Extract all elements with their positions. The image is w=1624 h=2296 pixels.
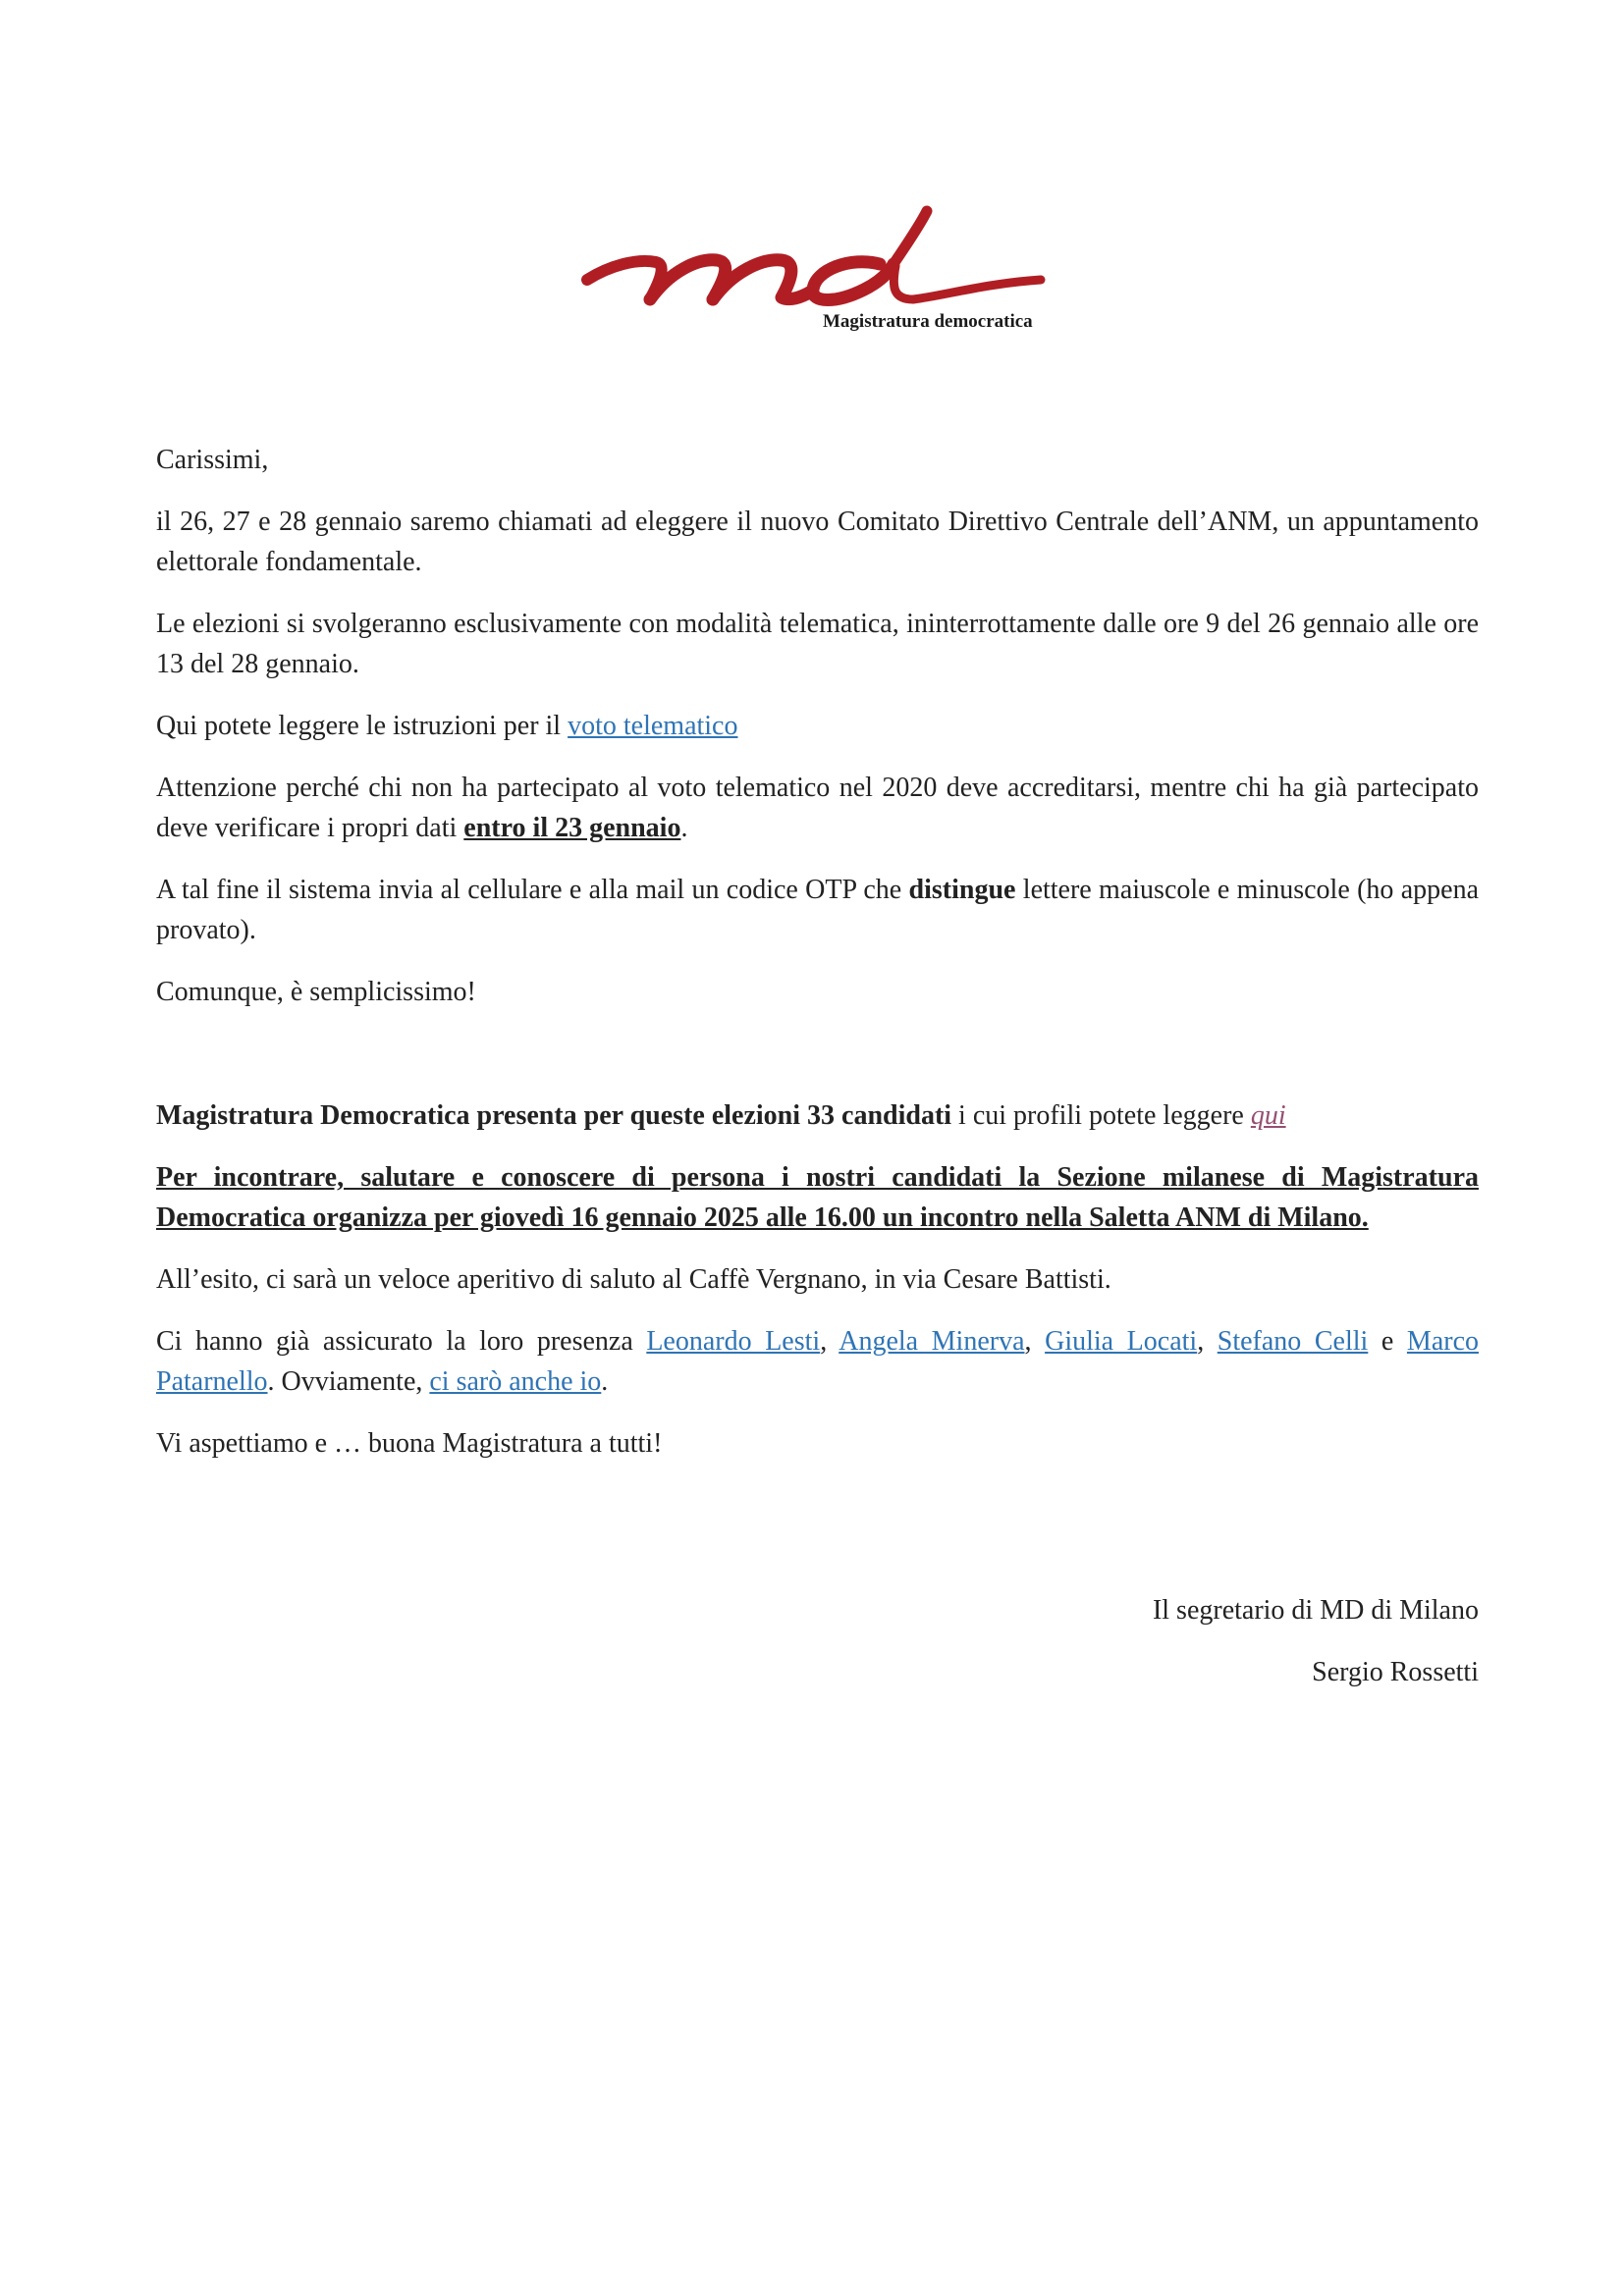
attendees-after: . Ovviamente, xyxy=(267,1366,430,1397)
signature-block xyxy=(1153,1590,1479,1714)
accreditation-end: . xyxy=(680,813,688,843)
paragraph-simple: Comunque, è semplicissimo! xyxy=(156,977,476,1007)
paragraph-instructions xyxy=(156,706,1479,746)
attendees-intro: Ci hanno già assicurato la loro presenza xyxy=(156,1326,647,1357)
attendee-link-lesti[interactable]: Leonardo Lesti xyxy=(646,1326,821,1357)
letter-body xyxy=(156,440,1479,1485)
separator: , xyxy=(1197,1326,1218,1357)
candidates-profiles-link[interactable]: qui xyxy=(1250,1100,1286,1131)
md-logo xyxy=(579,201,1070,348)
otp-emphasis: distingue xyxy=(908,875,1016,905)
paragraph-election-dates: il 26, 27 e 28 gennaio saremo chiamati ad eleggere il nuovo Comitato Direttivo Centrale dell’ANM, un appuntamento elettorale fondamentale. xyxy=(156,507,1479,577)
candidates-text: i cui profili potete leggere xyxy=(951,1100,1251,1131)
attendee-link-patarnello[interactable]: Marco Patarnello xyxy=(156,1326,1479,1397)
conjunction: e xyxy=(1368,1326,1407,1357)
candidates-emphasis: Magistratura Democratica presenta per queste elezioni 33 candidati xyxy=(156,1100,952,1131)
attendees-end: . xyxy=(601,1366,609,1397)
otp-text: A tal fine il sistema invia al cellulare e alla mail un codice OTP che xyxy=(156,875,909,905)
logo-caption: Magistratura democratica xyxy=(823,311,1033,332)
attendee-link-minerva[interactable]: Angela Minerva xyxy=(839,1326,1025,1357)
signature-role: Il segretario di MD di Milano xyxy=(1152,1595,1479,1626)
signature-name: Sergio Rossetti xyxy=(1312,1657,1479,1687)
paragraph-gap xyxy=(156,1034,1479,1095)
paragraph-meeting: Per incontrare, salutare e conoscere di persona i nostri candidati la Sezione milanese di Magistratura Democratica organizza per giovedì 16 gennaio 2025 alle 16.00 un incontro nella Saletta ANM di Milano. xyxy=(156,1162,1479,1233)
greeting: Carissimi, xyxy=(156,445,269,475)
separator: , xyxy=(820,1326,839,1357)
accreditation-text: Attenzione perché chi non ha partecipato al voto telematico nel 2020 deve accreditarsi, mentre chi ha già partecipato deve verificare i propri dati xyxy=(156,773,1479,843)
separator: , xyxy=(1024,1326,1046,1357)
deadline-emphasis: entro il 23 gennaio xyxy=(463,813,681,843)
paragraph-closing: Vi aspettiamo e … buona Magistratura a tutti! xyxy=(156,1428,663,1459)
paragraph-otp xyxy=(156,870,1479,950)
instructions-text: Qui potete leggere le istruzioni per il xyxy=(156,711,568,741)
attendee-link-celli[interactable]: Stefano Celli xyxy=(1217,1326,1369,1357)
paragraph-candidates xyxy=(156,1095,1479,1136)
paragraph-aperitivo: All’esito, ci sarà un veloce aperitivo di saluto al Caffè Vergnano, in via Cesare Battisti. xyxy=(156,1264,1111,1295)
attendee-link-locati[interactable]: Giulia Locati xyxy=(1045,1326,1198,1357)
paragraph-voting-mode: Le elezioni si svolgeranno esclusivamente con modalità telematica, ininterrottamente dalle ore 9 del 26 gennaio alle ore 13 del 28 gennaio. xyxy=(156,609,1479,679)
voto-telematico-link[interactable]: voto telematico xyxy=(568,711,738,741)
self-attendance-link[interactable]: ci sarò anche io xyxy=(429,1366,602,1397)
paragraph-accreditation xyxy=(156,768,1479,848)
paragraph-attendees xyxy=(156,1321,1479,1402)
otp-text-end: lettere maiuscole e minuscole (ho appena provato). xyxy=(156,875,1479,945)
